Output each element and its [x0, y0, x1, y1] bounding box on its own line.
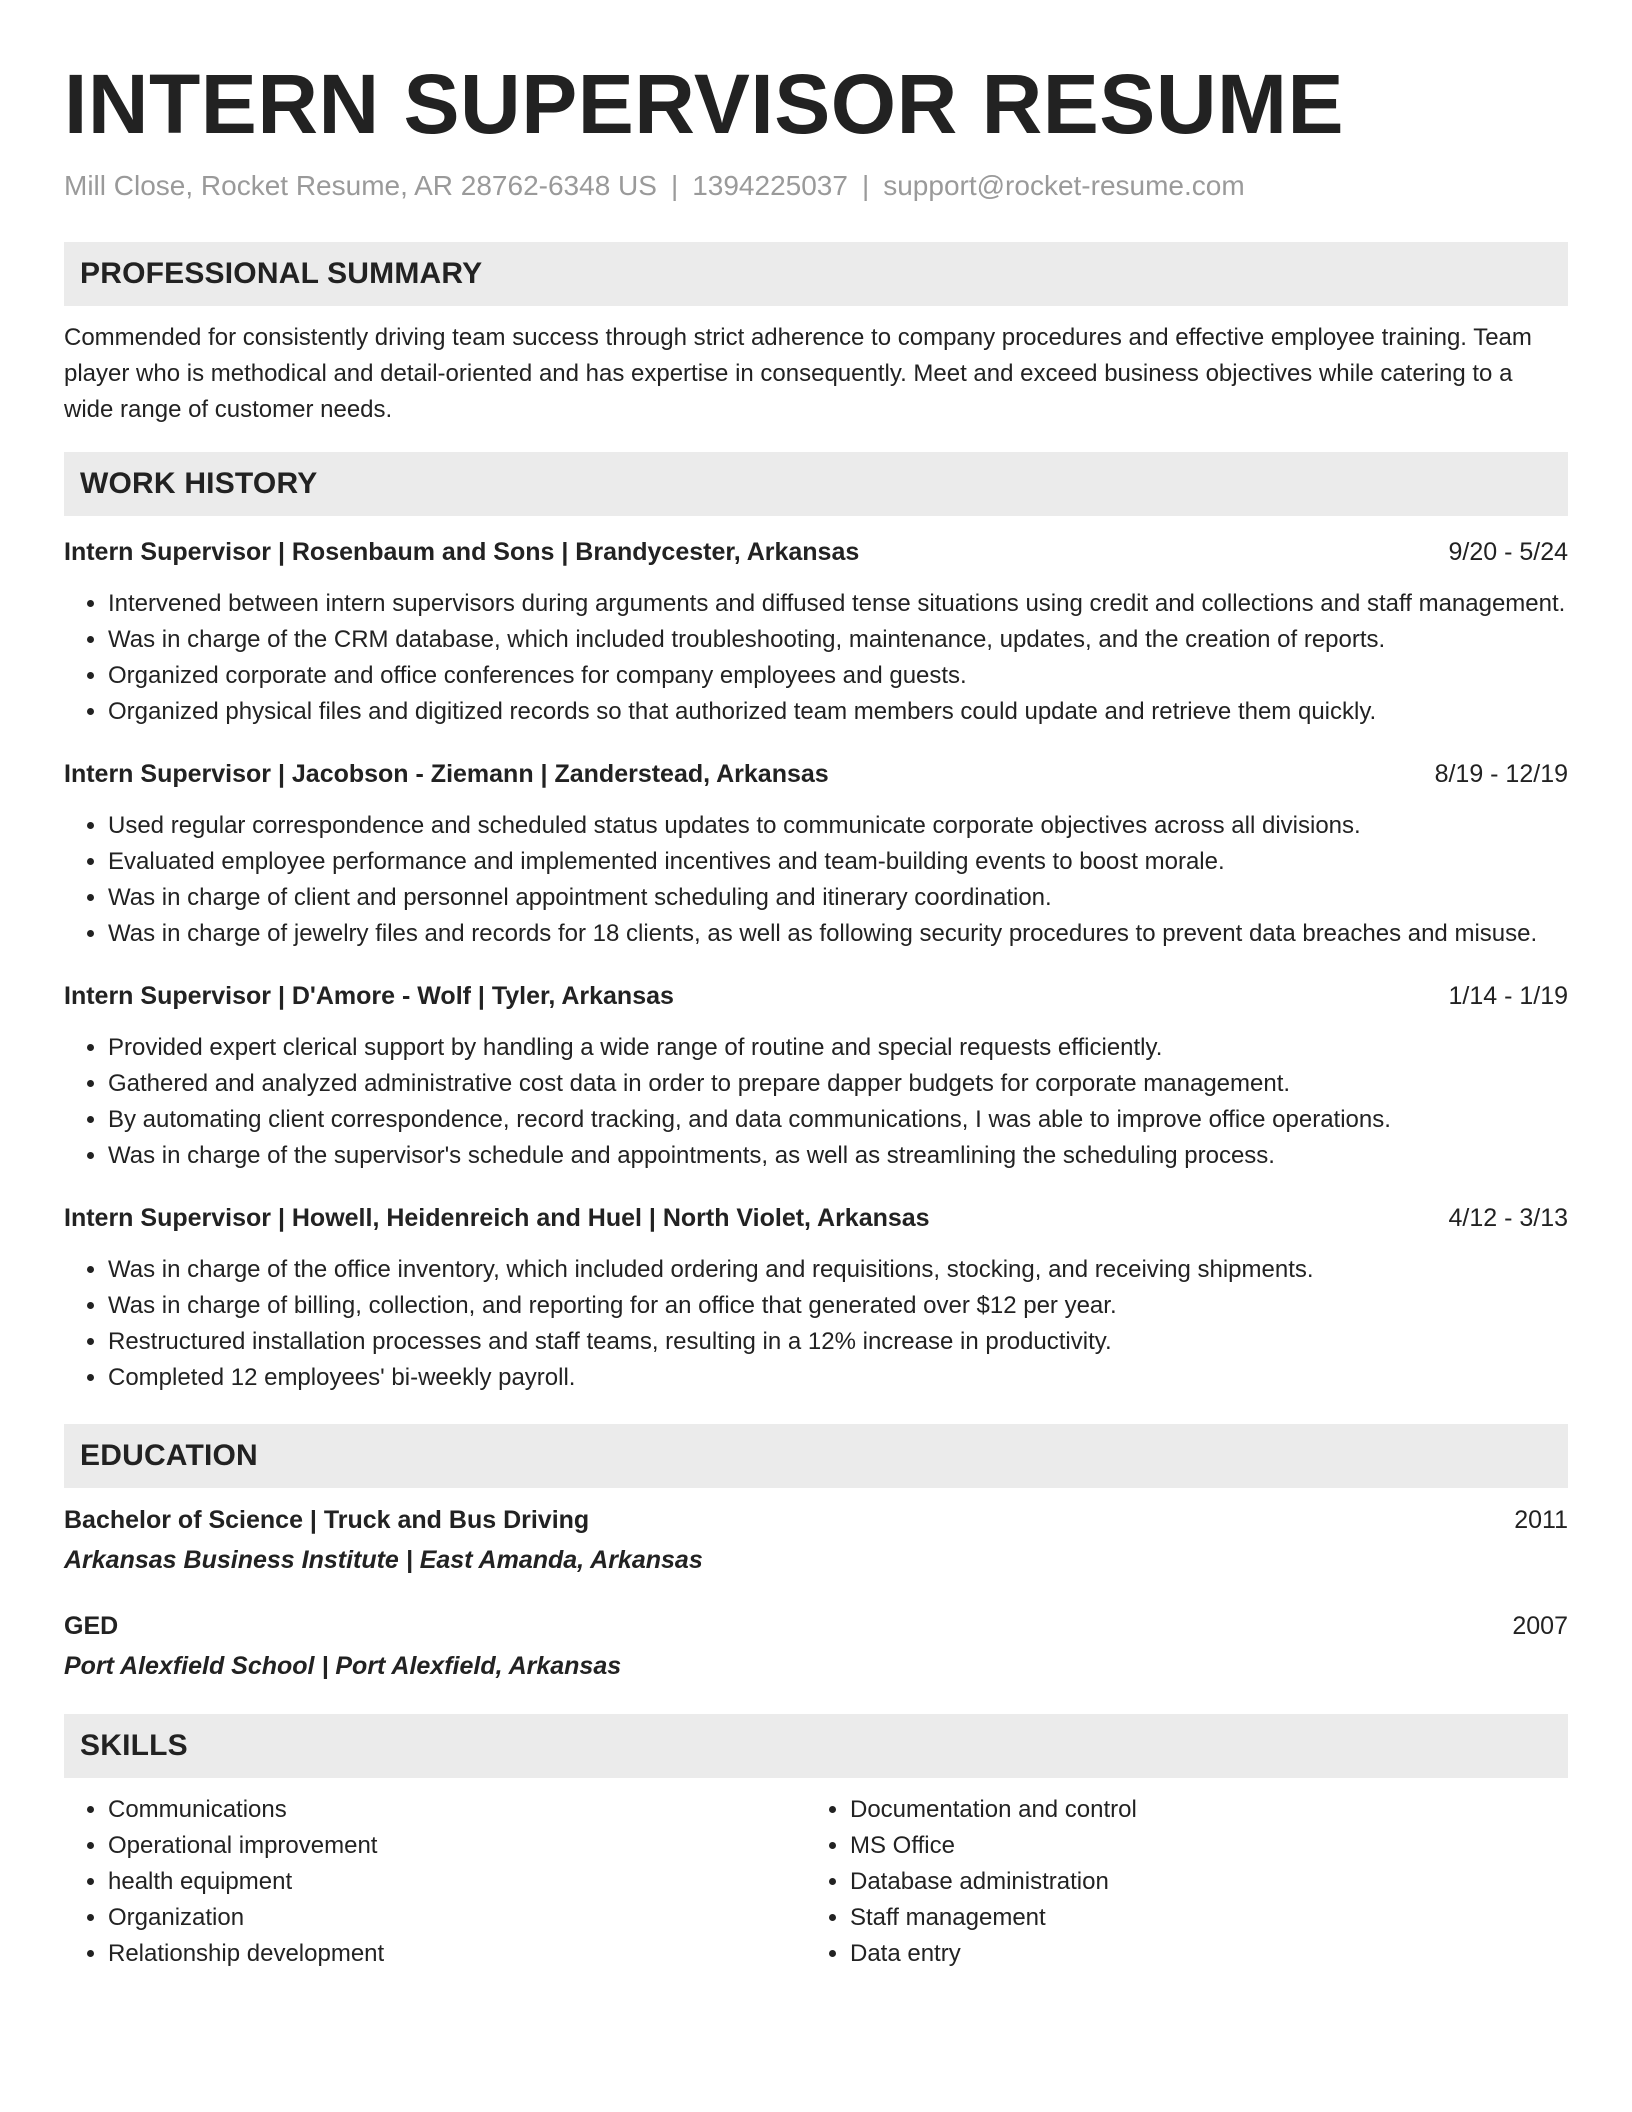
job-dates: 8/19 - 12/19 — [1434, 760, 1568, 788]
education-heading: EDUCATION — [64, 1424, 1568, 1488]
job-entry — [64, 1200, 1568, 1396]
skills-list-right — [806, 1792, 1548, 1972]
contact-address: Mill Close, Rocket Resume, AR 28762-6348 US — [64, 170, 657, 201]
job-bullet: • Completed 12 employees' bi-weekly payroll. — [108, 1360, 1568, 1396]
education-year: 2011 — [1514, 1506, 1568, 1534]
education-header — [64, 1608, 1568, 1644]
job-dates: 4/12 - 3/13 — [1448, 1204, 1568, 1232]
job-bullet: • Organized corporate and office conferences for company employees and guests. — [108, 658, 1568, 694]
skill-item: • Operational improvement — [108, 1828, 806, 1864]
summary-text: Commended for consistently driving team success through strict adherence to company procedures and effective employee training. Team player who is methodical and detail-oriented and has expertise in consequently. Meet and exceed business objectives while catering to a wide range of customer needs. — [64, 324, 1532, 423]
skill-item: • Data entry — [850, 1936, 1548, 1972]
job-title: Intern Supervisor | Rosenbaum and Sons | Brandycester, Arkansas — [64, 538, 860, 566]
skills-heading: SKILLS — [64, 1714, 1568, 1778]
job-header — [64, 756, 1568, 792]
job-bullets — [64, 1252, 1568, 1396]
job-bullet: • Was in charge of the supervisor's schedule and appointments, as well as streamlining the scheduling process. — [108, 1138, 1568, 1174]
skill-item: • health equipment — [108, 1864, 806, 1900]
education-degree: GED — [64, 1612, 119, 1640]
job-entry — [64, 756, 1568, 952]
job-header — [64, 978, 1568, 1014]
skill-item: • MS Office — [850, 1828, 1548, 1864]
job-bullets — [64, 808, 1568, 952]
job-header — [64, 1200, 1568, 1236]
job-bullet: • Organized physical files and digitized records so that authorized team members could update and retrieve them quickly. — [108, 694, 1568, 730]
skills-columns — [64, 1792, 1568, 1972]
education-degree: Bachelor of Science | Truck and Bus Driving — [64, 1506, 590, 1534]
job-bullet: • Restructured installation processes and staff teams, resulting in a 12% increase in productivity. — [108, 1324, 1568, 1360]
skill-item: • Communications — [108, 1792, 806, 1828]
skill-item: • Organization — [108, 1900, 806, 1936]
job-bullet: • Was in charge of client and personnel appointment scheduling and itinerary coordination. — [108, 880, 1568, 916]
contact-separator: | — [861, 170, 870, 201]
job-bullet: • Was in charge of the office inventory, which included ordering and requisitions, stocking, and receiving shipments. — [108, 1252, 1568, 1288]
job-bullet: • Used regular correspondence and scheduled status updates to communicate corporate objectives across all divisions. — [108, 808, 1568, 844]
job-title: Intern Supervisor | D'Amore - Wolf | Tyler, Arkansas — [64, 982, 674, 1010]
contact-email: support@rocket-resume.com — [883, 170, 1245, 201]
contact-separator: | — [670, 170, 679, 201]
summary-heading: PROFESSIONAL SUMMARY — [64, 242, 1568, 306]
job-bullet: • Gathered and analyzed administrative cost data in order to prepare dapper budgets for corporate management. — [108, 1066, 1568, 1102]
contact-phone: 1394225037 — [692, 170, 848, 201]
skill-item: • Staff management — [850, 1900, 1548, 1936]
work-history-heading: WORK HISTORY — [64, 452, 1568, 516]
skills-list-left — [64, 1792, 806, 1972]
job-bullet: • Evaluated employee performance and implemented incentives and team-building events to boost morale. — [108, 844, 1568, 880]
resume-page — [64, 0, 1568, 1972]
job-header — [64, 534, 1568, 570]
education-school: Port Alexfield School | Port Alexfield, Arkansas — [64, 1652, 622, 1680]
job-title: Intern Supervisor | Howell, Heidenreich and Huel | North Violet, Arkansas — [64, 1204, 930, 1232]
education-year: 2007 — [1512, 1612, 1568, 1640]
skill-item: • Documentation and control — [850, 1792, 1548, 1828]
skill-item: • Relationship development — [108, 1936, 806, 1972]
education-school: Arkansas Business Institute | East Amanda, Arkansas — [64, 1546, 703, 1574]
education-entry — [64, 1502, 1568, 1578]
job-bullet: • Provided expert clerical support by handling a wide range of routine and special requests efficiently. — [108, 1030, 1568, 1066]
education-header — [64, 1502, 1568, 1538]
job-title: Intern Supervisor | Jacobson - Ziemann | Zanderstead, Arkansas — [64, 760, 829, 788]
education-entry — [64, 1608, 1568, 1684]
skill-item: • Database administration — [850, 1864, 1548, 1900]
contact-line — [64, 168, 1568, 204]
job-bullets — [64, 586, 1568, 730]
job-bullet: • By automating client correspondence, record tracking, and data communications, I was able to improve office operations. — [108, 1102, 1568, 1138]
job-entry — [64, 534, 1568, 730]
job-dates: 1/14 - 1/19 — [1448, 982, 1568, 1010]
resume-title: INTERN SUPERVISOR RESUME — [64, 57, 1344, 151]
job-dates: 9/20 - 5/24 — [1448, 538, 1568, 566]
job-bullet: • Intervened between intern supervisors during arguments and diffused tense situations using credit and collections and staff management. — [108, 586, 1568, 622]
job-bullet: • Was in charge of jewelry files and records for 18 clients, as well as following security procedures to prevent data breaches and misuse. — [108, 916, 1568, 952]
job-bullet: • Was in charge of billing, collection, and reporting for an office that generated over $12 per year. — [108, 1288, 1568, 1324]
job-bullet: • Was in charge of the CRM database, which included troubleshooting, maintenance, updates, and the creation of reports. — [108, 622, 1568, 658]
job-entry — [64, 978, 1568, 1174]
job-bullets — [64, 1030, 1568, 1174]
